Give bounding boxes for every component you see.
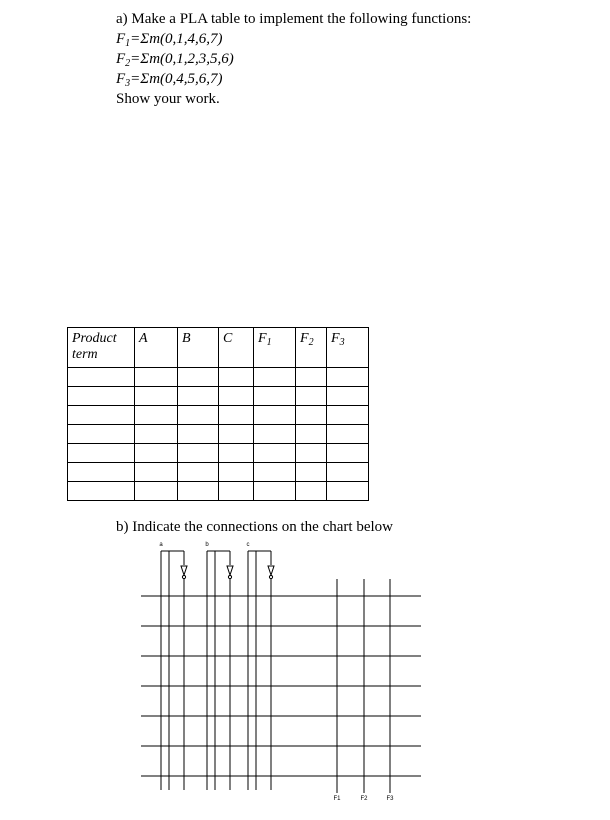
part-b-instruction: b) Indicate the connections on the chart below [116, 519, 393, 535]
header-c: C [219, 328, 254, 368]
show-work-text: Show your work. [116, 91, 220, 107]
header-f2: $F_2$ [296, 328, 327, 368]
output-label-F3: F3 [386, 796, 394, 802]
header-b: B [178, 328, 219, 368]
part-a-intro: a) Make a PLA table to implement the following functions: [116, 11, 472, 27]
inverter-icon [268, 566, 274, 575]
function-f2: $F_2=\Sigma m(0,1,2,3,5,6)$ [116, 51, 234, 69]
inverter-bubble-icon [269, 575, 272, 578]
input-label-c: c [246, 542, 250, 548]
input-label-b: b [205, 542, 209, 548]
input-label-a: a [159, 542, 163, 548]
header-product-term: Product term [68, 328, 135, 368]
inverter-icon [227, 566, 233, 575]
output-label-F1: F1 [333, 796, 341, 802]
inverter-bubble-icon [182, 575, 185, 578]
header-f1: $F_1$ [254, 328, 296, 368]
function-f3: $F_3=\Sigma m(0,4,5,6,7)$ [116, 71, 223, 89]
inverter-icon [181, 566, 187, 575]
function-f1: $F_1=\Sigma m(0,1,4,6,7)$ [116, 31, 223, 49]
inverter-bubble-icon [228, 575, 231, 578]
header-f3: $F_3$ [327, 328, 369, 368]
output-label-F2: F2 [360, 796, 368, 802]
header-a: A [135, 328, 178, 368]
